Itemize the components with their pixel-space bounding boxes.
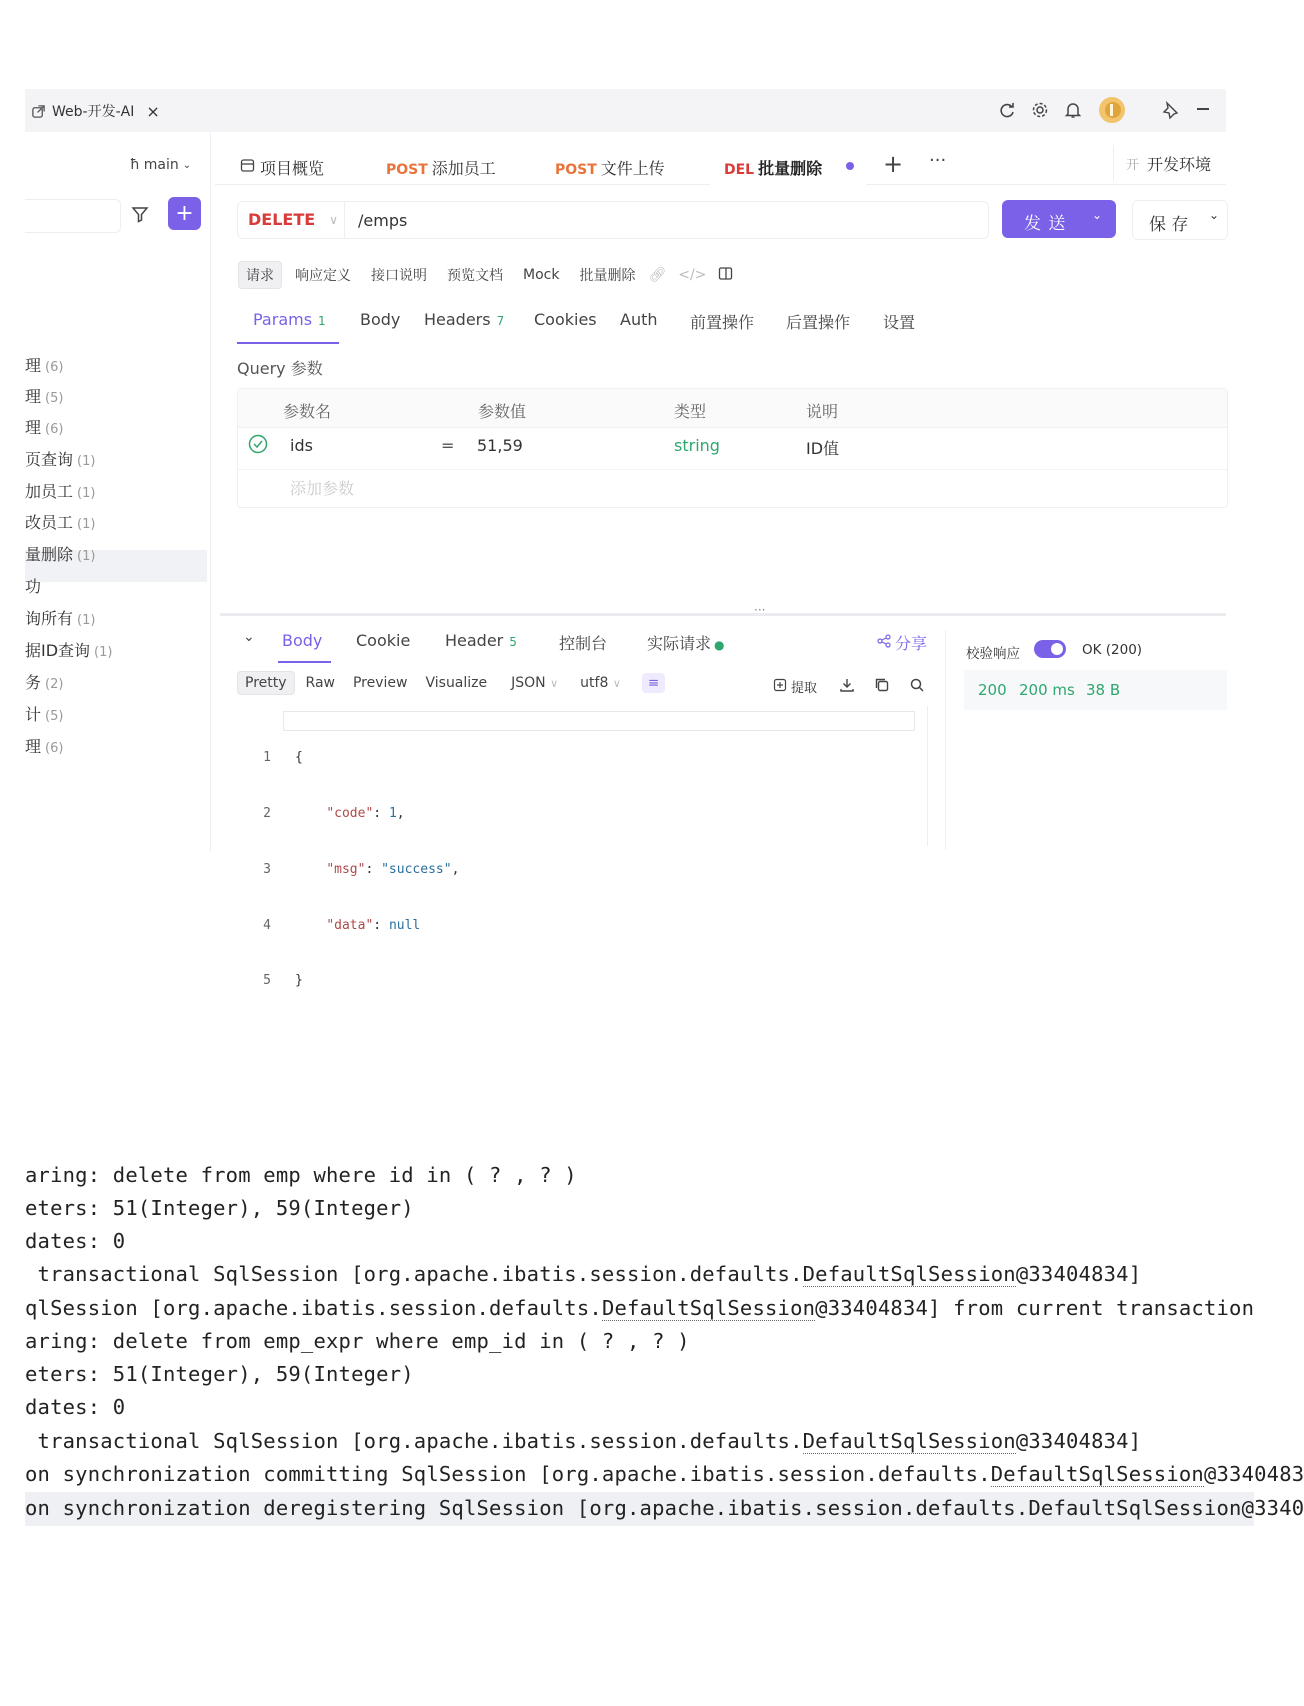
equals-sign: = xyxy=(441,436,455,455)
col-value: 参数值 xyxy=(478,402,527,421)
param-desc[interactable]: ID值 xyxy=(806,439,840,458)
window-titlebar xyxy=(25,89,1226,132)
collapse-icon[interactable]: ⌄ xyxy=(243,629,255,645)
response-tabs xyxy=(282,631,972,665)
share-button[interactable]: 分享 xyxy=(877,631,927,654)
tab-response-header[interactable]: Header 5 xyxy=(445,631,517,650)
view-pretty[interactable]: Pretty xyxy=(237,671,295,695)
split-view-icon[interactable] xyxy=(718,266,733,285)
chevron-down-icon[interactable]: ⌄ xyxy=(1092,208,1103,222)
extract-button[interactable]: 提取 xyxy=(773,677,817,696)
tab-file-upload[interactable]: POST 文件上传 xyxy=(555,159,665,178)
doc-tab-api-desc[interactable]: 接口说明 xyxy=(371,268,427,284)
sidebar-item[interactable]: 功 xyxy=(25,577,42,596)
col-name: 参数名 xyxy=(283,402,332,421)
chevron-down-icon: ∨ xyxy=(329,212,338,227)
share-icon xyxy=(877,633,891,652)
console-line: eters: 51(Integer), 59(Integer) xyxy=(25,1196,414,1220)
save-button[interactable]: 保 存 ⌄ xyxy=(1132,200,1228,240)
add-param-input[interactable]: 添加参数 xyxy=(290,479,355,498)
tab-actual-request[interactable]: 实际请求 ● xyxy=(647,634,725,653)
tab-batch-delete[interactable]: DEL 批量删除 xyxy=(710,145,866,187)
method-selector[interactable]: DELETE ∨ xyxy=(248,210,338,229)
validate-toggle[interactable] xyxy=(1034,640,1066,658)
validation-panel xyxy=(945,630,1227,850)
param-type[interactable]: string xyxy=(674,436,720,455)
validate-label: 校验响应 xyxy=(966,646,1020,662)
code-icon[interactable]: </> xyxy=(678,267,707,283)
tab-body[interactable]: Body xyxy=(360,310,401,329)
copy-icon[interactable] xyxy=(874,677,890,697)
response-editor[interactable] xyxy=(237,706,928,989)
send-button[interactable]: 发 送 ⌄ xyxy=(1002,200,1116,238)
sidebar-item[interactable]: 询所有 (1) xyxy=(25,609,96,628)
doc-tab-preview-doc[interactable]: 预览文档 xyxy=(447,268,503,284)
console-line: dates: 0 xyxy=(25,1229,126,1253)
tab-settings[interactable]: 设置 xyxy=(883,313,916,332)
branch-name: main xyxy=(143,157,179,173)
tab-add-employee[interactable]: POST 添加员工 xyxy=(386,159,496,178)
window-tab-title: Web-开发-AI xyxy=(52,104,135,120)
console-line: transactional SqlSession [org.apache.ibatis.session.defaults.DefaultSqlSession@33404834] xyxy=(25,1429,1142,1453)
view-mode-bar xyxy=(237,671,665,695)
status-dot: ● xyxy=(714,638,725,652)
tab-console[interactable]: 控制台 xyxy=(559,634,608,653)
sidebar-item[interactable]: 理 (5) xyxy=(25,387,64,406)
console-line: on synchronization committing SqlSession [org.apache.ibatis.session.defaults.DefaultSqlSession@3340483 xyxy=(25,1462,1304,1486)
refresh-icon[interactable] xyxy=(998,101,1016,119)
sidebar-item[interactable]: 据ID查询 (1) xyxy=(25,641,113,660)
avatar[interactable] xyxy=(1098,96,1126,124)
filter-icon[interactable] xyxy=(130,204,150,224)
response-size: 38 B xyxy=(1086,681,1121,699)
chevron-down-icon[interactable]: ⌄ xyxy=(1209,208,1220,222)
add-tab-icon[interactable]: + xyxy=(883,150,904,178)
more-icon[interactable]: ··· xyxy=(929,150,947,171)
chevron-down-icon: ⌄ xyxy=(182,159,192,171)
resize-divider[interactable] xyxy=(220,613,1226,616)
sidebar-item[interactable]: 理 (6) xyxy=(25,737,64,756)
url-bar xyxy=(237,201,989,239)
tab-pre-operations[interactable]: 前置操作 xyxy=(690,313,755,332)
sidebar-item-active[interactable]: 量删除 (1) xyxy=(25,545,96,564)
doc-tab-response-def[interactable]: 响应定义 xyxy=(295,268,351,284)
tab-auth[interactable]: Auth xyxy=(620,310,658,329)
console-selected-line: on synchronization deregistering SqlSession [org.apache.ibatis.session.defaults.DefaultSqlSession@3340 xyxy=(25,1492,1254,1526)
sidebar-item[interactable]: 务 (2) xyxy=(25,673,64,692)
drag-handle-icon[interactable]: ··· xyxy=(754,603,766,617)
gear-icon[interactable] xyxy=(1031,101,1049,119)
tab-headers[interactable]: Headers 7 xyxy=(424,310,505,329)
sidebar-item[interactable]: 理 (6) xyxy=(25,418,64,437)
view-raw[interactable]: Raw xyxy=(305,675,335,691)
console-line: qlSession [org.apache.ibatis.session.defaults.DefaultSqlSession@33404834] from current transaction xyxy=(25,1296,1255,1320)
external-link-icon xyxy=(31,104,46,119)
line-numbers: 1 2 3 4 5 xyxy=(263,750,271,989)
console-line: eters: 51(Integer), 59(Integer) xyxy=(25,1362,414,1386)
sidebar-item[interactable]: 页查询 (1) xyxy=(25,450,96,469)
pin-icon[interactable] xyxy=(1161,101,1179,119)
json-body: { "code": 1, "msg": "success", "data": null } xyxy=(295,750,460,989)
tab-post-operations[interactable]: 后置操作 xyxy=(786,313,851,332)
console-line: aring: delete from emp_expr where emp_id in ( ? , ? ) xyxy=(25,1329,690,1353)
bell-icon[interactable] xyxy=(1064,101,1082,119)
validate-status: OK (200) xyxy=(1082,642,1143,658)
console-line: dates: 0 xyxy=(25,1395,126,1419)
add-button[interactable]: + xyxy=(168,197,201,230)
doc-tab-request[interactable]: 请求 xyxy=(238,261,282,289)
sidebar xyxy=(25,132,211,852)
col-desc: 说明 xyxy=(806,402,839,421)
sidebar-item[interactable]: 加员工 (1) xyxy=(25,482,96,501)
status-summary xyxy=(964,670,1227,710)
sidebar-item[interactable]: 改员工 (1) xyxy=(25,513,96,532)
active-tab-underline xyxy=(237,342,339,344)
minimize-icon[interactable] xyxy=(1197,108,1209,110)
tab-response-body[interactable]: Body xyxy=(282,631,323,650)
param-value[interactable]: 51,59 xyxy=(477,436,523,455)
view-visualize[interactable]: Visualize xyxy=(425,675,488,691)
environment-icon: 开 xyxy=(1126,157,1140,173)
view-preview[interactable]: Preview xyxy=(352,675,408,691)
branch-selector[interactable] xyxy=(130,157,191,173)
branch-icon: ħ xyxy=(130,157,140,173)
window-tab[interactable] xyxy=(31,98,160,124)
layout-icon xyxy=(240,158,255,177)
doc-tab-mock[interactable]: Mock xyxy=(523,267,560,283)
param-name[interactable]: ids xyxy=(290,436,313,455)
extract-icon xyxy=(773,678,787,696)
response-time: 200 ms xyxy=(1019,681,1075,699)
divider xyxy=(344,202,345,238)
doc-tab-name[interactable]: 批量删除 xyxy=(579,268,636,284)
sidebar-item[interactable]: 计 (5) xyxy=(25,705,64,724)
query-table-header xyxy=(238,389,1227,428)
search-input[interactable] xyxy=(25,199,121,233)
doc-tabs xyxy=(238,261,733,289)
tab-project-overview[interactable]: 项目概览 xyxy=(240,156,324,179)
query-title: Query 参数 xyxy=(237,359,323,378)
col-type: 类型 xyxy=(674,402,707,421)
divider xyxy=(238,469,1227,470)
search-icon[interactable] xyxy=(909,677,925,697)
console-line: aring: delete from emp where id in ( ? , ? ) xyxy=(25,1163,577,1187)
sidebar-item[interactable]: 理 (6) xyxy=(25,356,64,375)
tab-response-cookie[interactable]: Cookie xyxy=(356,631,411,650)
unsaved-dot xyxy=(846,162,854,170)
tab-cookies[interactable]: Cookies xyxy=(534,310,597,329)
checkbox-checked-icon[interactable] xyxy=(248,434,268,458)
url-input[interactable]: /emps xyxy=(358,211,408,230)
status-code: 200 xyxy=(978,681,1007,699)
link-icon[interactable]: 🔗︎ xyxy=(648,267,667,283)
console-line: transactional SqlSession [org.apache.ibatis.session.defaults.DefaultSqlSession@33404834] xyxy=(25,1262,1142,1286)
download-icon[interactable] xyxy=(839,677,855,697)
query-table xyxy=(237,388,1228,508)
wrap-lines-icon[interactable]: ≡ xyxy=(642,673,665,693)
format-select[interactable]: JSON ∨ xyxy=(511,675,559,691)
close-icon[interactable]: × xyxy=(146,101,160,121)
param-tabs xyxy=(237,310,1226,344)
encoding-select[interactable]: utf8 ∨ xyxy=(580,675,621,691)
environment-selector[interactable]: 开 开发环境 xyxy=(1113,145,1226,181)
active-tab-underline xyxy=(278,661,331,663)
tab-params[interactable]: Params 1 xyxy=(253,310,326,329)
